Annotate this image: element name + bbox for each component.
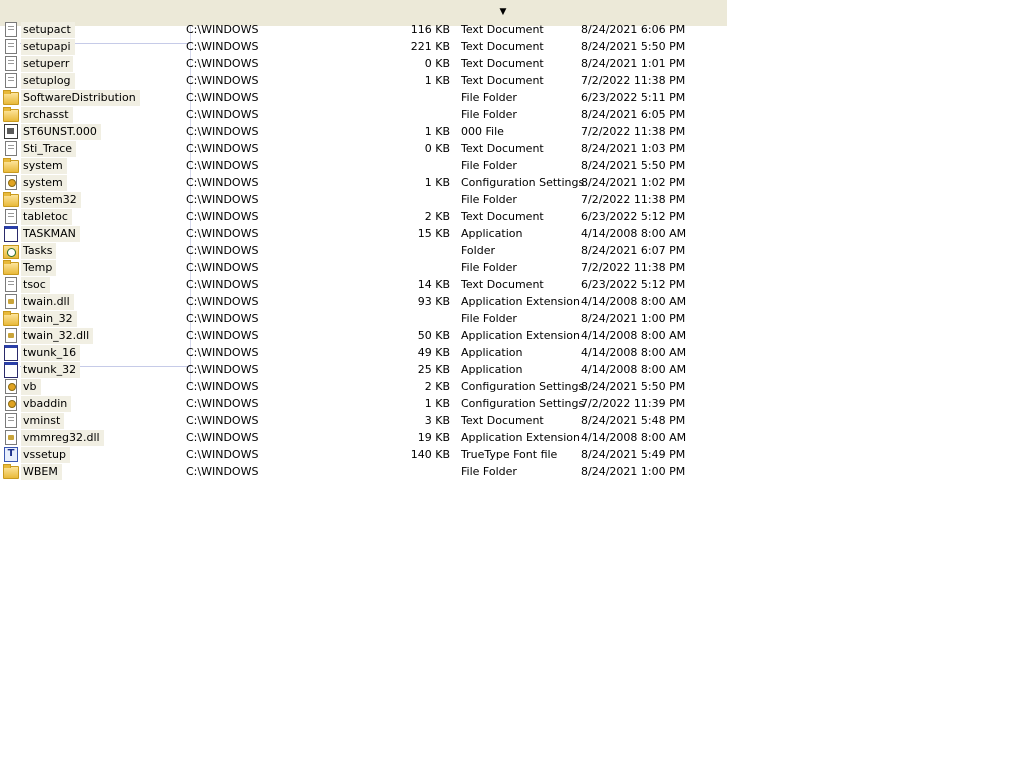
file-name-cell[interactable] [3,89,140,106]
file-size: 0 KB [424,142,450,155]
chevron-down-icon[interactable]: ▼ [499,7,507,17]
file-folder: C:\WINDOWS [186,108,259,121]
file-name: twunk_32 [21,362,80,378]
file-date-modified: 6/23/2022 5:12 PM [581,210,686,223]
file-row[interactable] [0,72,727,89]
file-name: SoftwareDistribution [21,90,140,106]
text-document-icon [5,209,17,224]
file-size: 93 KB [417,295,450,308]
file-folder: C:\WINDOWS [186,380,259,393]
file-folder: C:\WINDOWS [186,431,259,444]
file-row[interactable] [0,225,727,242]
file-row[interactable] [0,327,727,344]
file-folder: C:\WINDOWS [186,210,259,223]
file-date-modified: 4/14/2008 8:00 AM [581,346,687,359]
file-date-modified: 8/24/2021 5:48 PM [581,414,686,427]
file-folder: C:\WINDOWS [186,176,259,189]
file-name: tabletoc [21,209,72,225]
file-folder: C:\WINDOWS [186,74,259,87]
file-date-modified: 7/2/2022 11:38 PM [581,74,686,87]
file-row[interactable] [0,21,727,38]
file-size: 19 KB [417,431,450,444]
file-name: vssetup [21,447,70,463]
file-size: 221 KB [410,40,450,53]
generic-file-icon [4,124,18,139]
file-date-modified: 4/14/2008 8:00 AM [581,295,687,308]
file-type: File Folder [461,465,517,478]
file-size: 1 KB [424,397,450,410]
file-type: Configuration Settings [461,380,585,393]
application-icon [4,362,18,378]
file-folder: C:\WINDOWS [186,278,259,291]
file-name: Sti_Trace [21,141,76,157]
file-date-modified: 8/24/2021 1:02 PM [581,176,686,189]
file-type: Text Document [461,40,544,53]
file-folder: C:\WINDOWS [186,397,259,410]
text-document-icon [5,56,17,71]
file-type: File Folder [461,91,517,104]
file-type: File Folder [461,108,517,121]
file-list [0,21,727,480]
file-folder: C:\WINDOWS [186,193,259,206]
file-name: ST6UNST.000 [21,124,101,140]
file-folder: C:\WINDOWS [186,142,259,155]
file-date-modified: 7/2/2022 11:38 PM [581,125,686,138]
file-row[interactable] [0,38,727,55]
file-folder: C:\WINDOWS [186,125,259,138]
file-row[interactable] [0,293,727,310]
file-folder: C:\WINDOWS [186,329,259,342]
file-row[interactable] [0,276,727,293]
file-row[interactable] [0,259,727,276]
file-row[interactable] [0,157,727,174]
file-name-cell[interactable] [3,412,64,429]
file-date-modified: 4/14/2008 8:00 AM [581,227,687,240]
file-folder: C:\WINDOWS [186,227,259,240]
file-name-cell[interactable] [3,21,75,38]
file-name: Tasks [21,243,56,259]
file-folder: C:\WINDOWS [186,40,259,53]
text-document-icon [5,141,17,156]
file-name: twain_32 [21,311,77,327]
file-folder: C:\WINDOWS [186,363,259,376]
file-date-modified: 7/2/2022 11:39 PM [581,397,686,410]
file-folder: C:\WINDOWS [186,414,259,427]
file-date-modified: 7/2/2022 11:38 PM [581,193,686,206]
config-settings-icon [5,175,17,190]
app-extension-icon [5,328,17,343]
file-row[interactable] [0,174,727,191]
file-name-cell[interactable] [3,361,80,378]
file-name-cell[interactable] [3,208,72,225]
file-name: TASKMAN [21,226,80,242]
file-folder: C:\WINDOWS [186,465,259,478]
file-type: Text Document [461,142,544,155]
file-size: 15 KB [417,227,450,240]
font-file-icon [4,447,18,462]
file-size: 116 KB [410,23,450,36]
app-extension-icon [5,430,17,445]
file-row[interactable] [0,140,727,157]
file-name-cell[interactable] [3,123,101,140]
file-size: 2 KB [424,380,450,393]
file-name-cell[interactable] [3,344,80,361]
file-row[interactable] [0,89,727,106]
file-name: srchasst [21,107,73,123]
file-date-modified: 8/24/2021 6:06 PM [581,23,686,36]
app-extension-icon [5,294,17,309]
file-date-modified: 7/2/2022 11:38 PM [581,261,686,274]
file-date-modified: 4/14/2008 8:00 AM [581,329,687,342]
file-date-modified: 6/23/2022 5:12 PM [581,278,686,291]
file-date-modified: 8/24/2021 5:50 PM [581,380,686,393]
file-folder: C:\WINDOWS [186,261,259,274]
file-row[interactable] [0,310,727,327]
config-settings-icon [5,379,17,394]
file-type: Configuration Settings [461,176,585,189]
file-name: twunk_16 [21,345,80,361]
file-row[interactable] [0,344,727,361]
file-row[interactable] [0,242,727,259]
file-date-modified: 8/24/2021 1:03 PM [581,142,686,155]
file-size: 140 KB [410,448,450,461]
file-type: Text Document [461,210,544,223]
file-type: File Folder [461,312,517,325]
file-row[interactable] [0,446,727,463]
file-name: setupact [21,22,75,38]
file-folder: C:\WINDOWS [186,159,259,172]
folder-icon [3,92,19,105]
file-date-modified: 8/24/2021 1:01 PM [581,57,686,70]
file-type: Text Document [461,278,544,291]
file-name: tsoc [21,277,50,293]
file-date-modified: 4/14/2008 8:00 AM [581,363,687,376]
file-date-modified: 4/14/2008 8:00 AM [581,431,687,444]
file-type: Application [461,227,523,240]
folder-icon [3,194,19,207]
file-row[interactable] [0,123,727,140]
file-date-modified: 8/24/2021 6:07 PM [581,244,686,257]
file-name: system [21,175,67,191]
file-name-cell[interactable] [3,38,75,55]
file-name-cell[interactable] [3,174,67,191]
file-name-cell[interactable] [3,106,73,123]
file-folder: C:\WINDOWS [186,91,259,104]
file-date-modified: 8/24/2021 1:00 PM [581,465,686,478]
file-name-cell[interactable] [3,327,93,344]
file-name: twain_32.dll [21,328,93,344]
file-folder: C:\WINDOWS [186,57,259,70]
file-size: 14 KB [417,278,450,291]
text-document-icon [5,39,17,54]
file-name-cell[interactable] [3,310,77,327]
file-name-cell[interactable] [3,463,62,480]
file-name: vbaddin [21,396,71,412]
file-type: File Folder [461,193,517,206]
file-row[interactable] [0,361,727,378]
file-size: 0 KB [424,57,450,70]
file-name-cell[interactable] [3,225,80,242]
file-type: Application [461,346,523,359]
file-name-cell[interactable] [3,191,81,208]
file-name: Temp [21,260,56,276]
file-row[interactable] [0,106,727,123]
file-type: Text Document [461,57,544,70]
file-type: Text Document [461,74,544,87]
file-row[interactable] [0,378,727,395]
file-name-cell[interactable] [3,429,104,446]
file-folder: C:\WINDOWS [186,244,259,257]
file-type: Configuration Settings [461,397,585,410]
file-folder: C:\WINDOWS [186,448,259,461]
file-name: vb [21,379,41,395]
file-name: vminst [21,413,64,429]
file-date-modified: 8/24/2021 5:50 PM [581,159,686,172]
file-name: WBEM [21,464,62,480]
file-size: 3 KB [424,414,450,427]
file-name-cell[interactable] [3,395,71,412]
file-date-modified: 8/24/2021 6:05 PM [581,108,686,121]
folder-icon [3,160,19,173]
file-type: Folder [461,244,495,257]
file-name: setuplog [21,73,75,89]
file-name: vmmreg32.dll [21,430,104,446]
application-icon [4,226,18,242]
file-row[interactable] [0,463,727,480]
file-size: 2 KB [424,210,450,223]
file-type: TrueType Font file [461,448,558,461]
file-date-modified: 6/23/2022 5:11 PM [581,91,686,104]
file-row[interactable] [0,429,727,446]
file-name-cell[interactable] [3,378,41,395]
file-type: Text Document [461,23,544,36]
file-name-cell[interactable] [3,157,67,174]
file-type: Application Extension [461,295,580,308]
file-name: setuperr [21,56,73,72]
folder-icon [3,109,19,122]
file-type: Application Extension [461,329,580,342]
file-folder: C:\WINDOWS [186,312,259,325]
file-size: 1 KB [424,74,450,87]
file-name-cell[interactable] [3,242,56,259]
file-size: 1 KB [424,176,450,189]
text-document-icon [5,73,17,88]
file-type: Application [461,363,523,376]
file-type: 000 File [461,125,504,138]
text-document-icon [5,413,17,428]
file-name: twain.dll [21,294,74,310]
tasks-folder-icon [3,245,19,259]
file-type: Text Document [461,414,544,427]
file-name: system32 [21,192,81,208]
file-name-cell[interactable] [3,293,74,310]
file-row[interactable] [0,55,727,72]
file-type: File Folder [461,159,517,172]
file-type: Application Extension [461,431,580,444]
file-size: 50 KB [417,329,450,342]
file-folder: C:\WINDOWS [186,346,259,359]
file-row[interactable] [0,208,727,225]
file-size: 49 KB [417,346,450,359]
folder-icon [3,466,19,479]
file-size: 25 KB [417,363,450,376]
file-row[interactable] [0,395,727,412]
text-document-icon [5,22,17,37]
file-date-modified: 8/24/2021 5:49 PM [581,448,686,461]
file-type: File Folder [461,261,517,274]
file-name: system [21,158,67,174]
file-name-cell[interactable] [3,140,76,157]
file-name-cell[interactable] [3,55,73,72]
config-settings-icon [5,396,17,411]
file-size: 1 KB [424,125,450,138]
file-folder: C:\WINDOWS [186,295,259,308]
file-date-modified: 8/24/2021 5:50 PM [581,40,686,53]
folder-icon [3,262,19,275]
file-name-cell[interactable] [3,72,75,89]
file-name-cell[interactable] [3,276,50,293]
file-row[interactable] [0,412,727,429]
file-folder: C:\WINDOWS [186,23,259,36]
file-name: setupapi [21,39,75,55]
file-date-modified: 8/24/2021 1:00 PM [581,312,686,325]
folder-icon [3,313,19,326]
file-row[interactable] [0,191,727,208]
text-document-icon [5,277,17,292]
file-name-cell[interactable] [3,446,70,463]
file-name-cell[interactable] [3,259,56,276]
application-icon [4,345,18,361]
